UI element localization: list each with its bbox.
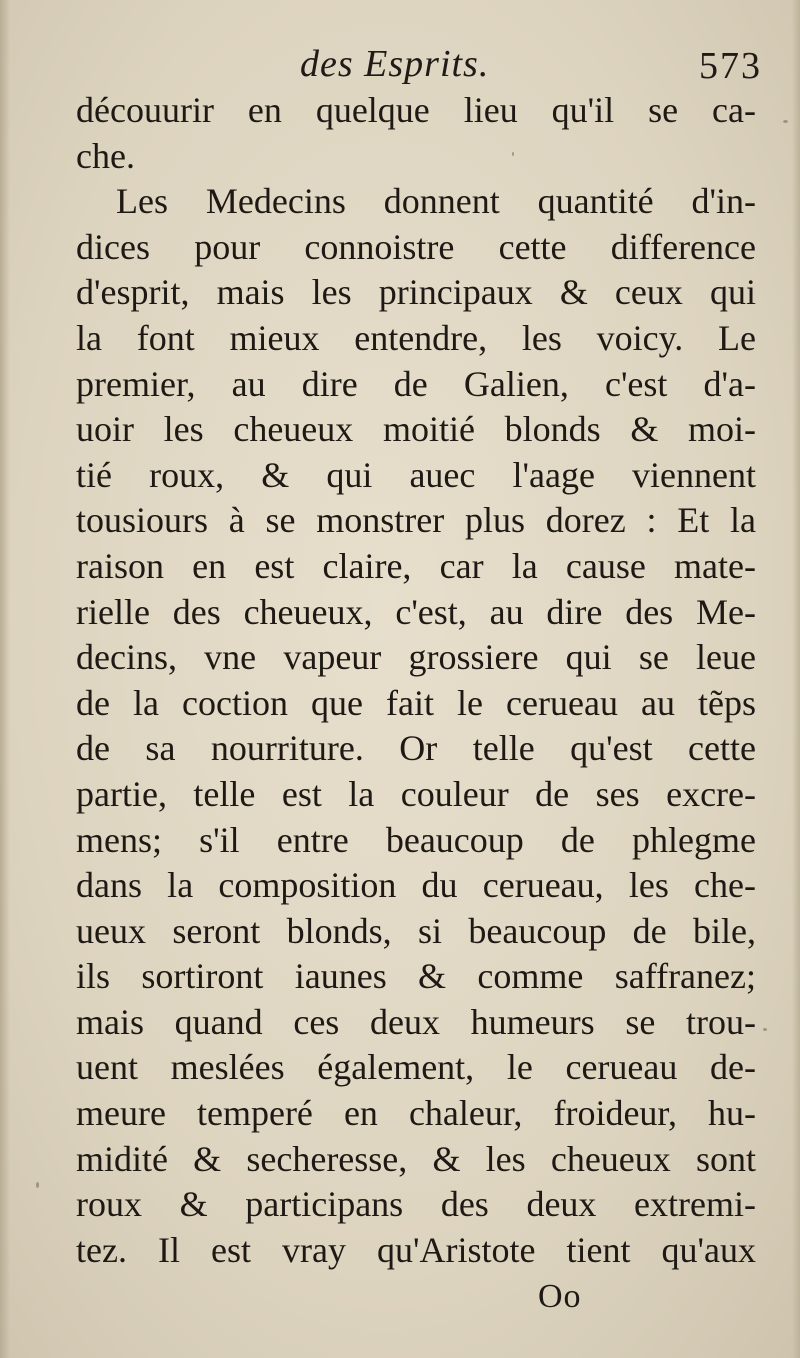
text-line: uent meslées également, le cerueau de-: [76, 1047, 756, 1088]
paper-speck: [512, 152, 514, 156]
text-line: dans la composition du cerueau, les che-: [76, 865, 756, 906]
paper-speck: [36, 1182, 39, 1188]
text-line: de sa nourriture. Or telle qu'est cette: [76, 728, 756, 769]
paper-speck: [783, 120, 788, 123]
text-line: découurir en quelque lieu qu'il se ca-: [76, 90, 756, 130]
text-line: ueux seront blonds, si beaucoup de bile,: [76, 910, 756, 951]
text-line: uoir les cheueux moitié blonds & moi-: [76, 409, 756, 450]
signature-mark: Oo: [538, 1278, 582, 1315]
text-line: mens; s'il entre beaucoup de phlegme: [76, 819, 756, 860]
paper-speck: [763, 1028, 767, 1031]
text-line: tez. Il est vray qu'Aristote tient qu'aux: [76, 1229, 756, 1270]
text-line: Les Medecins donnent quantité d'in-: [116, 181, 756, 222]
text-line: ils sortiront iaunes & comme saffranez;: [76, 956, 756, 997]
running-head: [0, 38, 800, 88]
text-line: de la coction que fait le cerueau au tẽps: [76, 682, 756, 723]
text-line: tié roux, & qui auec l'aage viennent: [76, 454, 756, 495]
text-line: la font mieux entendre, les voicy. Le: [76, 317, 756, 358]
text-line: d'esprit, mais les principaux & ceux qui: [76, 272, 756, 313]
text-line: che.: [76, 135, 135, 176]
text-line: partie, telle est la couleur de ses excre-: [76, 773, 756, 814]
page-number: 573: [699, 45, 762, 87]
text-line: premier, au dire de Galien, c'est d'a-: [76, 363, 756, 404]
text-line: midité & secheresse, & les cheueux sont: [76, 1138, 756, 1179]
body-text: [76, 88, 756, 1273]
text-line: meure temperé en chaleur, froideur, hu-: [76, 1093, 756, 1134]
text-line: decins, vne vapeur grossiere qui se leue: [76, 637, 756, 678]
text-line: mais quand ces deux humeurs se trou-: [76, 1001, 756, 1042]
text-line: raison en est claire, car la cause mate-: [76, 545, 756, 586]
text-line: dices pour connoistre cette difference: [76, 226, 756, 267]
text-line: rielle des cheueux, c'est, au dire des Me-: [76, 591, 756, 632]
running-head-title: des Esprits.: [300, 43, 490, 85]
text-line: roux & participans des deux extremi-: [76, 1184, 756, 1225]
text-line: tousiours à se monstrer plus dorez : Et la: [76, 500, 756, 541]
